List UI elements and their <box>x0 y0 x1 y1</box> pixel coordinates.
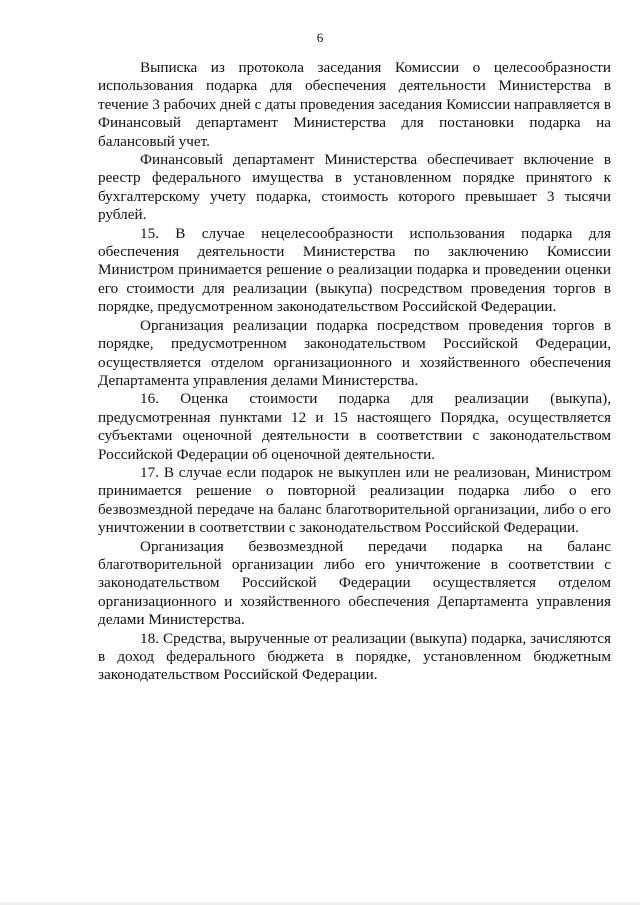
paragraph-free-transfer: Организация безвозмездной передачи подарка на баланс благотворительной организации либо его уничтожение в соответствии с законодательством Российской Федерации осуществляется отделом организационного и хозяйственного обеспечения Департамента управления делами Министерства. <box>98 537 611 629</box>
page-number: 6 <box>316 30 324 45</box>
paragraph-item-15: 15. В случае нецелесообразности использования подарка для обеспечения деятельности Министерства по заключению Комиссии Министром принимается решение о реализации подарка и проведении оценки его стоимости для реализации (выкупа) посредством проведения торгов в порядке, предусмотренном законодательством Российской Федерации. <box>98 224 611 316</box>
paragraph-auction-organization: Организация реализации подарка посредством проведения торгов в порядке, предусмотренном законодательством Российской Федерации, осуществляется отделом организационного и хозяйственного обеспечения Департамента управления делами Министерства. <box>98 316 611 389</box>
document-body <box>98 59 611 685</box>
scan-bottom-edge <box>0 901 640 905</box>
paragraph-item-16: 16. Оценка стоимости подарка для реализации (выкупа), предусмотренная пунктами 12 и 15 настоящего Порядка, осуществляется субъектами оценочной деятельности в соответствии с законодательством Российской Федерации об оценочной деятельности. <box>98 390 611 463</box>
paragraph-item-18: 18. Средства, вырученные от реализации (выкупа) подарка, зачисляются в доход федерального бюджета в порядке, установленном бюджетным законодательством Российской Федерации. <box>98 629 611 684</box>
paragraph-financial-department: Финансовый департамент Министерства обеспечивает включение в реестр федерального имущества в установленном порядке принятого к бухгалтерскому учету подарка, стоимость которого превышает 3 тысячи рублей. <box>98 151 611 224</box>
paragraph-item-17: 17. В случае если подарок не выкуплен или не реализован, Министром принимается решение о повторной реализации подарка либо о его безвозмездной передаче на баланс благотворительной организации, либо о его уничтожении в соответствии с законодательством Российской Федерации. <box>98 463 611 537</box>
paragraph-extract-protocol: Выписка из протокола заседания Комиссии о целесообразности использования подарка для обеспечения деятельности Министерства в течение 3 рабочих дней с даты проведения заседания Комиссии направляется в Финансовый департамент Министерства для постановки подарка на балансовый учет. <box>98 59 611 150</box>
